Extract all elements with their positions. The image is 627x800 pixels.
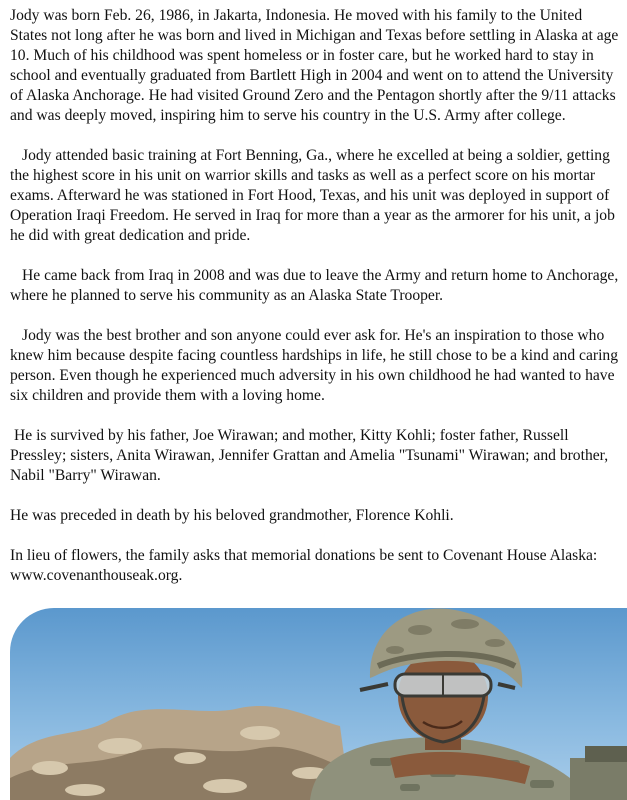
gear-strap bbox=[585, 746, 627, 762]
soldier-photo-illustration bbox=[10, 608, 627, 800]
paragraph-memorial-donations: In lieu of flowers, the family asks that memorial donations be sent to Covenant House Alaska: www.covenanthouseak.org. bbox=[10, 547, 598, 584]
paragraph-army-service: Jody attended basic training at Fort Benning, Ga., where he excelled at being a soldier, getting the highest score in his unit on warrior skills and tasks as well as a perfect score on his mortar exams. Afterward he was stationed in Fort Hood, Texas, and his unit was deployed in support of Operation Iraqi Freedom. He served in Iraq for more than a year as the armorer for his unit, a job he did with great dedication and pride. bbox=[10, 147, 615, 244]
gear-equipment bbox=[570, 758, 627, 800]
goggles bbox=[360, 674, 515, 696]
paragraph-birth-and-early-life: Jody was born Feb. 26, 1986, in Jakarta, Indonesia. He moved with his family to the United States not long after he was born and lived in Michigan and Texas before settling in Alaska at age 10. Much of his childhood was spent homeless or in foster care, but he worked hard to stay in school and eventually graduated from Bartlett High in 2004 and went on to attend the University of Alaska Anchorage. He had visited Ground Zero and the Pentagon shortly after the 9/11 attacks and was deeply moved, inspiring him to serve his country in the U.S. Army after college. bbox=[10, 7, 619, 124]
soldier-photo bbox=[10, 608, 627, 800]
paragraph-character: Jody was the best brother and son anyone could ever ask for. He's an inspiration to those who knew him because despite facing countless hardships in life, he still chose to be a kind and caring person. Even though he experienced much adversity in his own childhood he had wanted to have six children and provide them with a loving home. bbox=[10, 327, 618, 404]
paragraph-return-from-iraq: He came back from Iraq in 2008 and was due to leave the Army and return home to Anchorage, where he planned to serve his community as an Alaska State Trooper. bbox=[10, 267, 619, 304]
paragraph-preceded-in-death: He was preceded in death by his beloved grandmother, Florence Kohli. bbox=[10, 507, 454, 524]
paragraph-survivors: He is survived by his father, Joe Wirawan; and mother, Kitty Kohli; foster father, Russell Pressley; sisters, Anita Wirawan, Jennifer Grattan and Amelia "Tsunami" Wirawan; and brother, Nabil "Barry" Wirawan. bbox=[10, 427, 609, 484]
obituary-text bbox=[10, 6, 622, 606]
